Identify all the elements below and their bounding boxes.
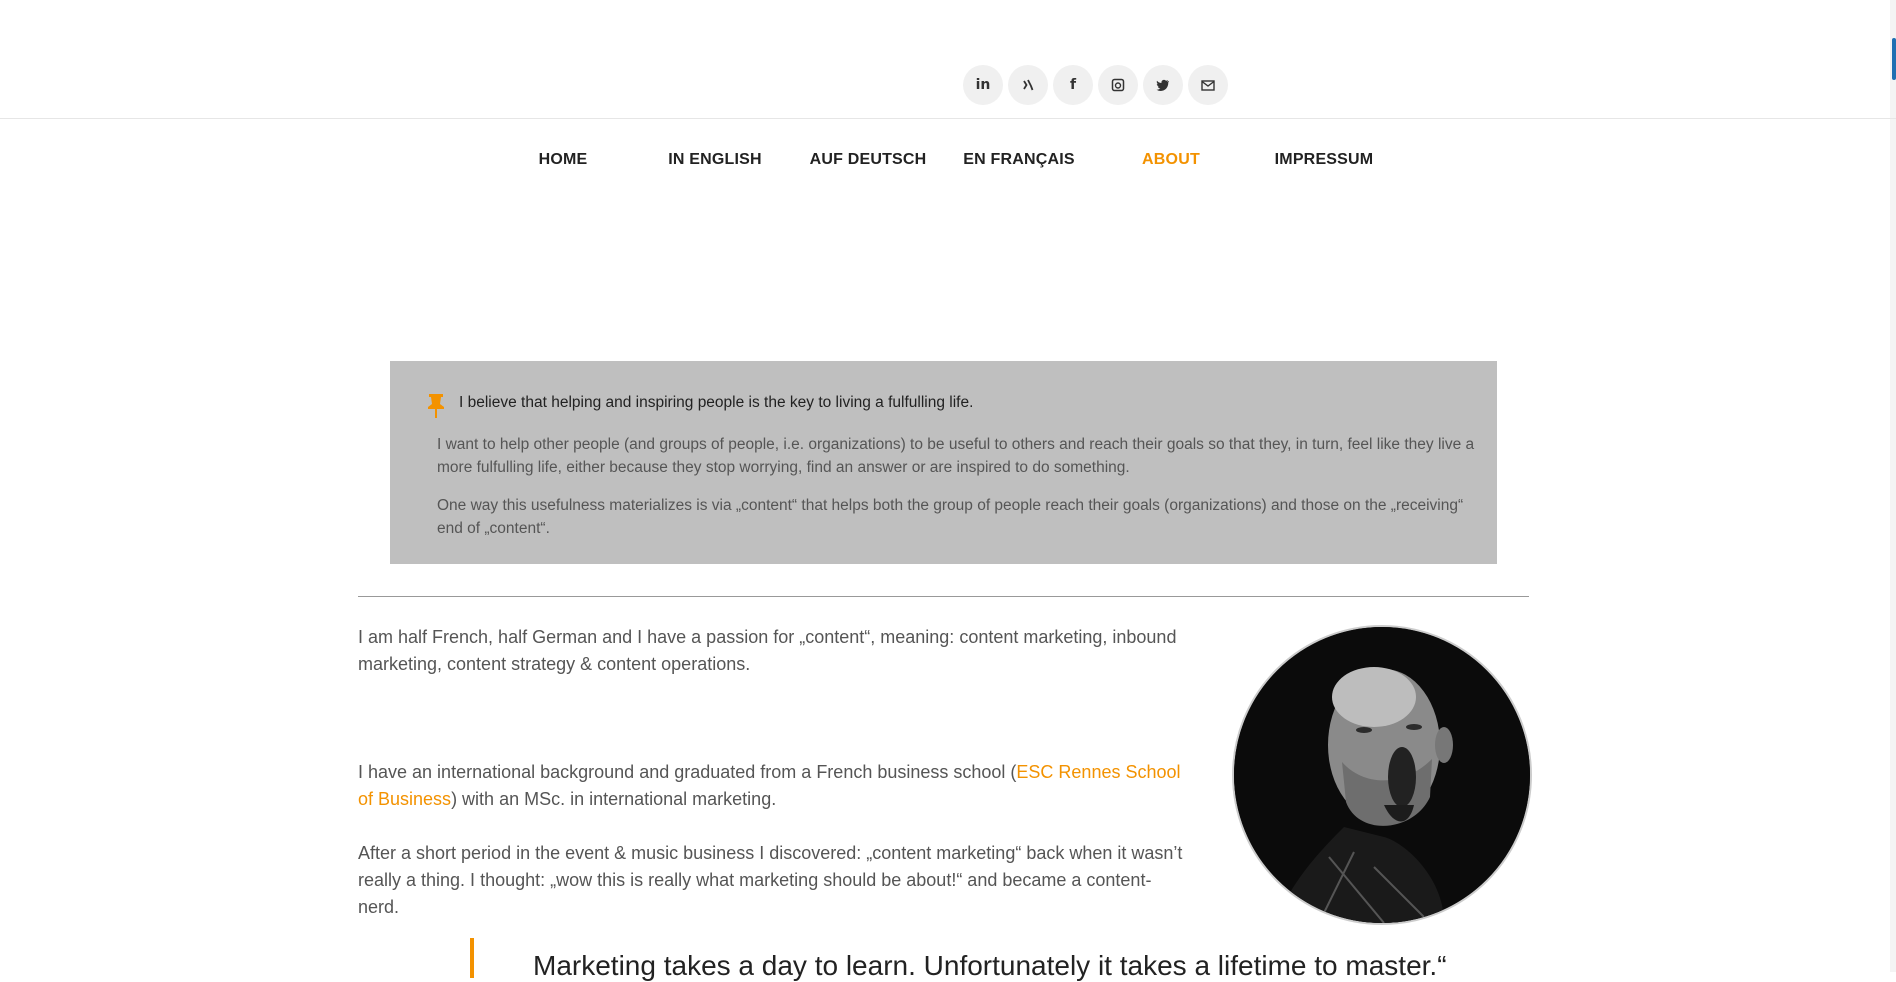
callout-lead: I believe that helping and inspiring people is the key to living a fulfulling life.	[459, 394, 974, 411]
scrollbar-thumb[interactable]	[1892, 38, 1896, 80]
facebook-icon: f	[1069, 77, 1077, 93]
section-divider	[358, 596, 1529, 597]
pull-quote: Marketing takes a day to learn. Unfortunately it takes a lifetime to master.“	[533, 950, 1447, 981]
bio-text: ) with an MSc. in international marketing.	[451, 789, 777, 809]
instagram-icon	[1111, 78, 1125, 92]
bio-paragraph: I am half French, half German and I have a passion for „content“, meaning: content marketing, inbound marketing, content strategy & content operations.	[358, 627, 1177, 674]
nav-home[interactable]: HOME	[538, 151, 588, 168]
bio-paragraph	[358, 759, 1188, 813]
linkedin-icon: in	[975, 77, 991, 93]
callout-paragraph: I want to help other people (and groups of people, i.e. organizations) to be useful to others and reach their goals so that they, in turn, feel like they live a more fulfulling life, either because they stop worrying, find an answer or are inspired to do something.	[437, 436, 1475, 476]
bio-text: I have an international background and graduated from a French business school (	[358, 762, 1017, 782]
facebook-button[interactable]	[1053, 65, 1093, 105]
nav-en-francais[interactable]: EN FRANÇAIS	[963, 151, 1075, 168]
nav-in-english[interactable]: IN ENGLISH	[668, 151, 762, 168]
main-navigation	[0, 146, 1896, 206]
mail-icon	[1201, 80, 1215, 91]
quote-accent-bar	[470, 938, 474, 978]
nav-impressum[interactable]: IMPRESSUM	[1274, 151, 1374, 168]
profile-photo	[1232, 625, 1532, 925]
xing-icon	[1021, 78, 1035, 92]
bio-paragraph: After a short period in the event & music business I discovered: „content marketing“ back when it wasn’t really a thing. I thought: „wow this is really what marketing should be about!“ and became a content-nerd.	[358, 843, 1183, 917]
nav-about[interactable]: ABOUT	[1142, 151, 1200, 168]
social-links	[963, 65, 1228, 105]
mission-callout	[390, 361, 1497, 564]
twitter-icon	[1156, 79, 1170, 91]
pin-icon	[426, 394, 446, 418]
linkedin-button[interactable]	[963, 65, 1003, 105]
email-button[interactable]	[1188, 65, 1228, 105]
header-divider	[0, 118, 1896, 119]
instagram-button[interactable]	[1098, 65, 1138, 105]
nav-auf-deutsch[interactable]: AUF DEUTSCH	[809, 151, 927, 168]
callout-paragraph: One way this usefulness materializes is via „content“ that helps both the group of people reach their goals (organizations) and those on the „receiving“ end of „content“.	[437, 497, 1464, 537]
esc-rennes-link[interactable]: ESC Rennes School of Business	[358, 762, 1181, 809]
xing-button[interactable]	[1008, 65, 1048, 105]
twitter-button[interactable]	[1143, 65, 1183, 105]
